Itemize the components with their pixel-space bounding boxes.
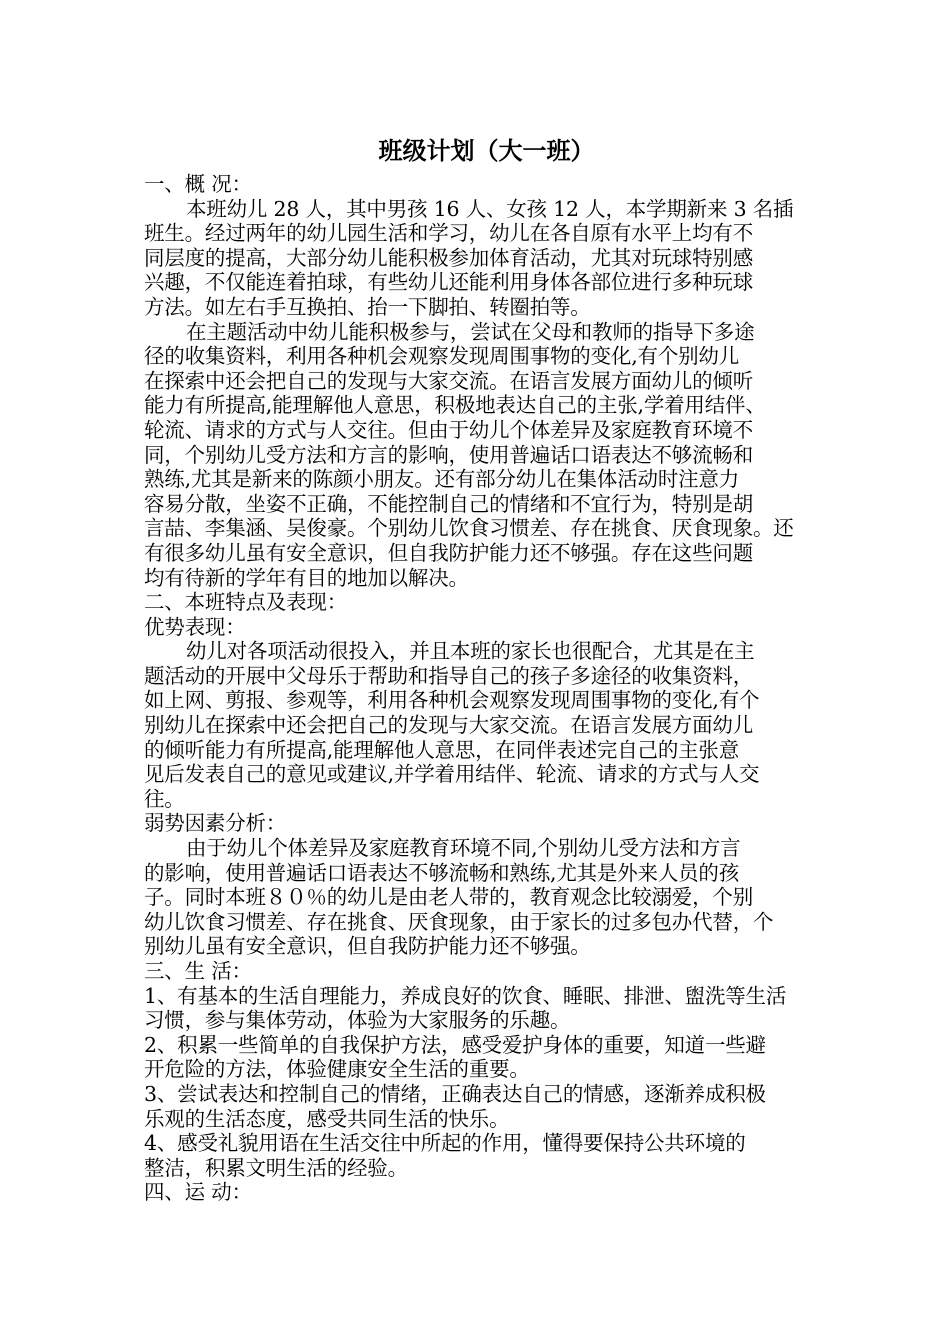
document-body xyxy=(144,172,809,1205)
document-title: 班级计划（大一班） xyxy=(378,136,595,165)
text-line: 乐观的生活态度，感受共同生活的快乐。 xyxy=(144,1106,510,1131)
text-line: 在主题活动中幼儿能积极参与，尝试在父母和教师的指导下多途 xyxy=(186,319,755,344)
text-line: 弱势因素分析： xyxy=(144,811,287,836)
text-line: 2、积累一些简单的自我保护方法，感受爱护身体的重要，知道一些避 xyxy=(144,1032,766,1057)
text-line: 四、运 动： xyxy=(144,1180,252,1205)
text-line: 的影响，使用普遍话口语表达不够流畅和熟练,尤其是外来人员的孩 xyxy=(144,860,740,885)
text-line: 方法。如左右手互换拍、抬一下脚拍、转圈拍等。 xyxy=(144,294,591,319)
text-line: 别幼儿虽有安全意识，但自我防护能力还不够强。 xyxy=(144,934,591,959)
text-line: 1、有基本的生活自理能力，养成良好的饮食、睡眠、排泄、盥洗等生活 xyxy=(144,983,787,1008)
text-line: 熟练,尤其是新来的陈颜小朋友。还有部分幼儿在集体活动时注意力 xyxy=(144,467,740,492)
text-line: 径的收集资料，利用各种机会观察发现周围事物的变化,有个别幼儿 xyxy=(144,344,740,369)
text-line: 本班幼儿 28 人，其中男孩 16 人、女孩 12 人，本学期新来 3 名插 xyxy=(186,196,794,221)
text-line: 4、感受礼貌用语在生活交往中所起的作用，懂得要保持公共环境的 xyxy=(144,1131,746,1156)
text-line: 别幼儿在探索中还会把自己的发现与大家交流。在语言发展方面幼儿 xyxy=(144,713,753,738)
text-line: 幼儿饮食习惯差、存在挑食、厌食现象，由于家长的过多包办代替，个 xyxy=(144,909,774,934)
text-line: 轮流、请求的方式与人交往。但由于幼儿个体差异及家庭教育环境不 xyxy=(144,417,753,442)
text-line: 兴趣，不仅能连着拍球，有些幼儿还能利用身体各部位进行多种玩球 xyxy=(144,270,753,295)
text-line: 同，个别幼儿受方法和方言的影响，使用普遍话口语表达不够流畅和 xyxy=(144,442,753,467)
text-line: 三、生 活： xyxy=(144,959,252,983)
text-line: 题活动的开展中父母乐于帮助和指导自己的孩子多途径的收集资料， xyxy=(144,663,753,688)
text-line: 均有待新的学年有目的地加以解决。 xyxy=(144,565,469,590)
text-line: 在探索中还会把自己的发现与大家交流。在语言发展方面幼儿的倾听 xyxy=(144,368,753,393)
text-line: 同层度的提高，大部分幼儿能积极参加体育活动，尤其对玩球特别感 xyxy=(144,245,753,270)
text-line: 3、尝试表达和控制自己的情绪，正确表达自己的情感，逐渐养成积极 xyxy=(144,1081,766,1106)
text-line: 习惯，参与集体劳动，体验为大家服务的乐趣。 xyxy=(144,1008,571,1033)
text-line: 开危险的方法，体验健康安全生活的重要。 xyxy=(144,1057,530,1082)
text-line: 幼儿对各项活动很投入，并且本班的家长也很配合，尤其是在主 xyxy=(186,639,755,664)
text-line: 由于幼儿个体差异及家庭教育环境不同,个别幼儿受方法和方言 xyxy=(186,836,741,861)
text-line: 子。同时本班８０％的幼儿是由老人带的，教育观念比较溺爱，个别 xyxy=(144,885,753,910)
text-line: 的倾听能力有所提高,能理解他人意思，在同伴表述完自己的主张意 xyxy=(144,737,740,762)
text-line: 言喆、李集涵、吴俊豪。个别幼儿饮食习惯差、存在挑食、厌食现象。还 xyxy=(144,516,794,541)
text-line: 容易分散，坐姿不正确，不能控制自己的情绪和不宜行为，特别是胡 xyxy=(144,491,753,516)
text-line: 班生。经过两年的幼儿园生活和学习，幼儿在各自原有水平上均有不 xyxy=(144,221,753,246)
text-line: 一、概 况： xyxy=(144,172,252,196)
text-line: 往。 xyxy=(144,786,185,811)
text-line: 二、本班特点及表现： xyxy=(144,590,347,615)
document-page xyxy=(144,136,809,1205)
text-line: 整洁，积累文明生活的经验。 xyxy=(144,1155,408,1180)
text-line: 如上网、剪报、参观等，利用各种机会观察发现周围事物的变化,有个 xyxy=(144,688,760,713)
text-line: 见后发表自己的意见或建议,并学着用结伴、轮流、请求的方式与人交 xyxy=(144,762,760,787)
text-line: 能力有所提高,能理解他人意思，积极地表达自己的主张,学着用结伴、 xyxy=(144,393,766,418)
text-line: 有很多幼儿虽有安全意识，但自我防护能力还不够强。存在这些问题 xyxy=(144,540,753,565)
text-line: 优势表现： xyxy=(144,614,246,639)
